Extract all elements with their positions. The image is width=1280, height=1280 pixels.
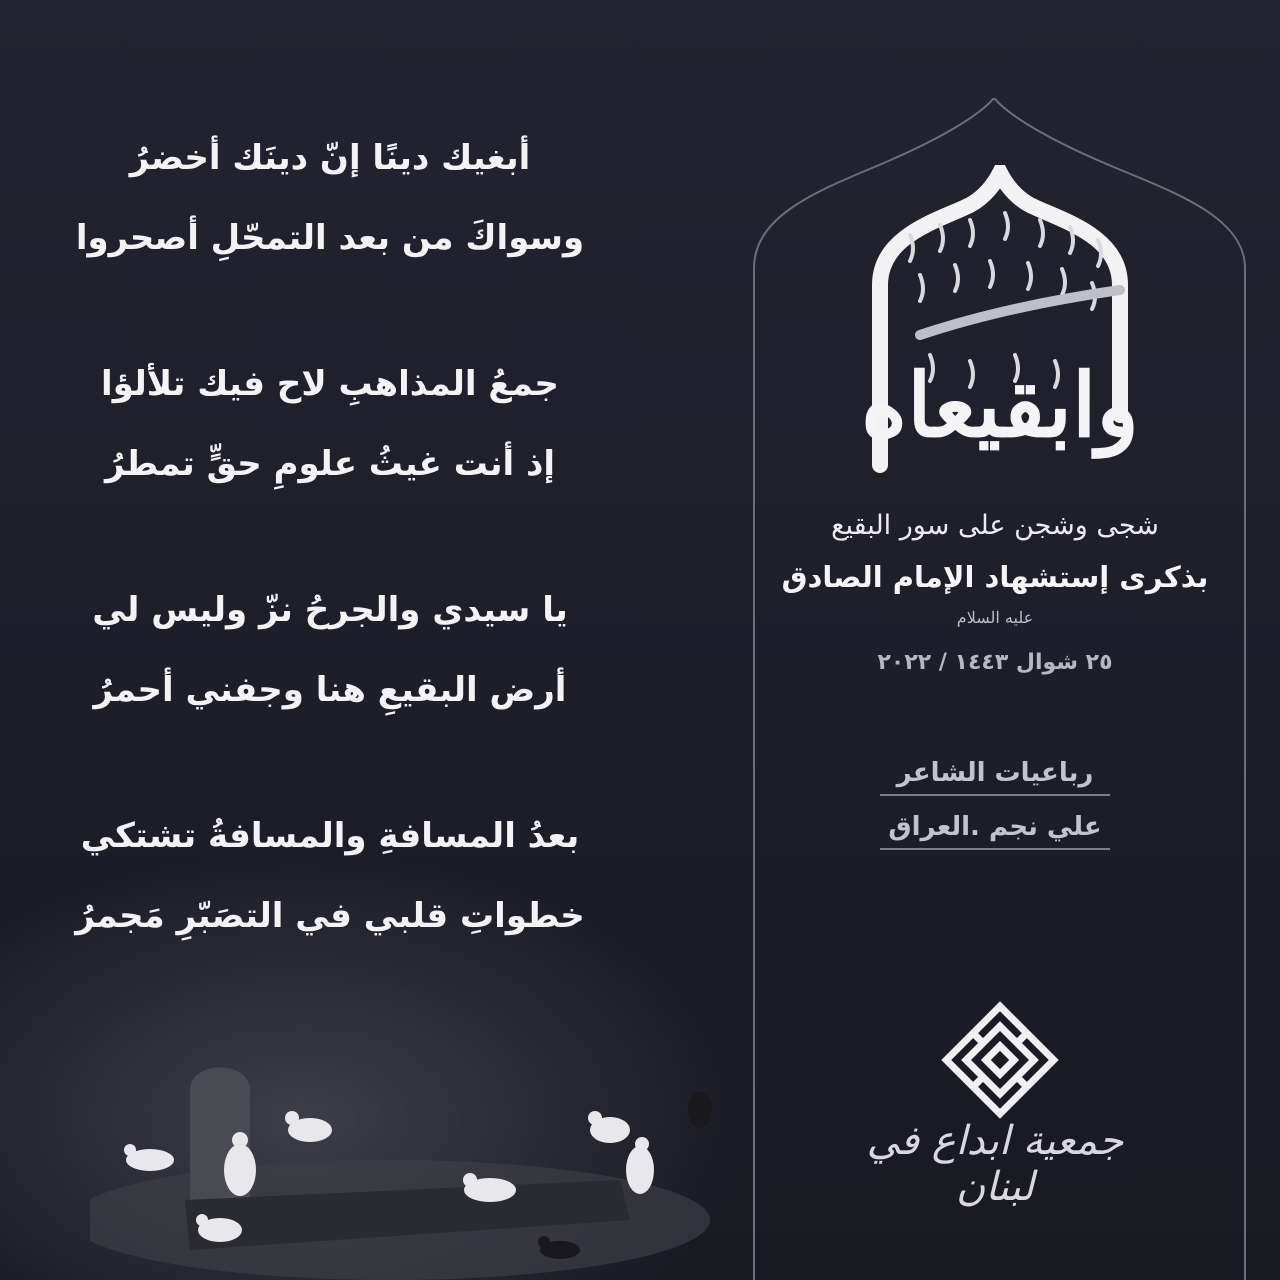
author-title: رباعيات الشاعر (880, 758, 1110, 796)
event-title: بذكرى إستشهاد الإمام الصادق (781, 560, 1209, 594)
subtitle: شجى وشجن على سور البقيع (831, 510, 1159, 541)
verse: وسواكَ من بعد التمحّلِ أصحروا (75, 218, 585, 258)
kufic-logo-icon (940, 1000, 1060, 1120)
event-date: ٢٥ شوال ١٤٤٣ / ٢٠٢٢ (877, 650, 1113, 675)
stanza-4 (70, 796, 590, 956)
stanza-2 (70, 344, 590, 504)
verse: جمعُ المذاهبِ لاح فيك تلألؤا (101, 364, 559, 404)
verse: بعدُ المسافةِ والمسافةُ تشتكي (80, 816, 580, 856)
verse: يا سيدي والجرحُ نزّ وليس لي (92, 590, 568, 630)
verse: أبغيك دينًا إنّ دينَك أخضرُ (129, 138, 531, 178)
organization-name: جمعية ابداع في لبنان (866, 1118, 1124, 1210)
tomb-doves-scene (90, 1020, 750, 1280)
verse: إذ أنت غيثُ علومِ حقٍّ تمطرُ (104, 444, 556, 484)
author-name: علي نجم .العراق (880, 812, 1110, 850)
title-calligraphy: وابقيعاه (861, 353, 1139, 457)
poem (70, 118, 590, 1022)
stanza-1 (70, 118, 590, 278)
stanza-3 (70, 570, 590, 730)
verse: أرض البقيعِ هنا وجفني أحمرُ (93, 670, 567, 710)
verse: خطواتِ قلبي في التصَبّرِ مَجمرُ (75, 896, 585, 936)
honorific: عليه السلام (956, 608, 1034, 627)
